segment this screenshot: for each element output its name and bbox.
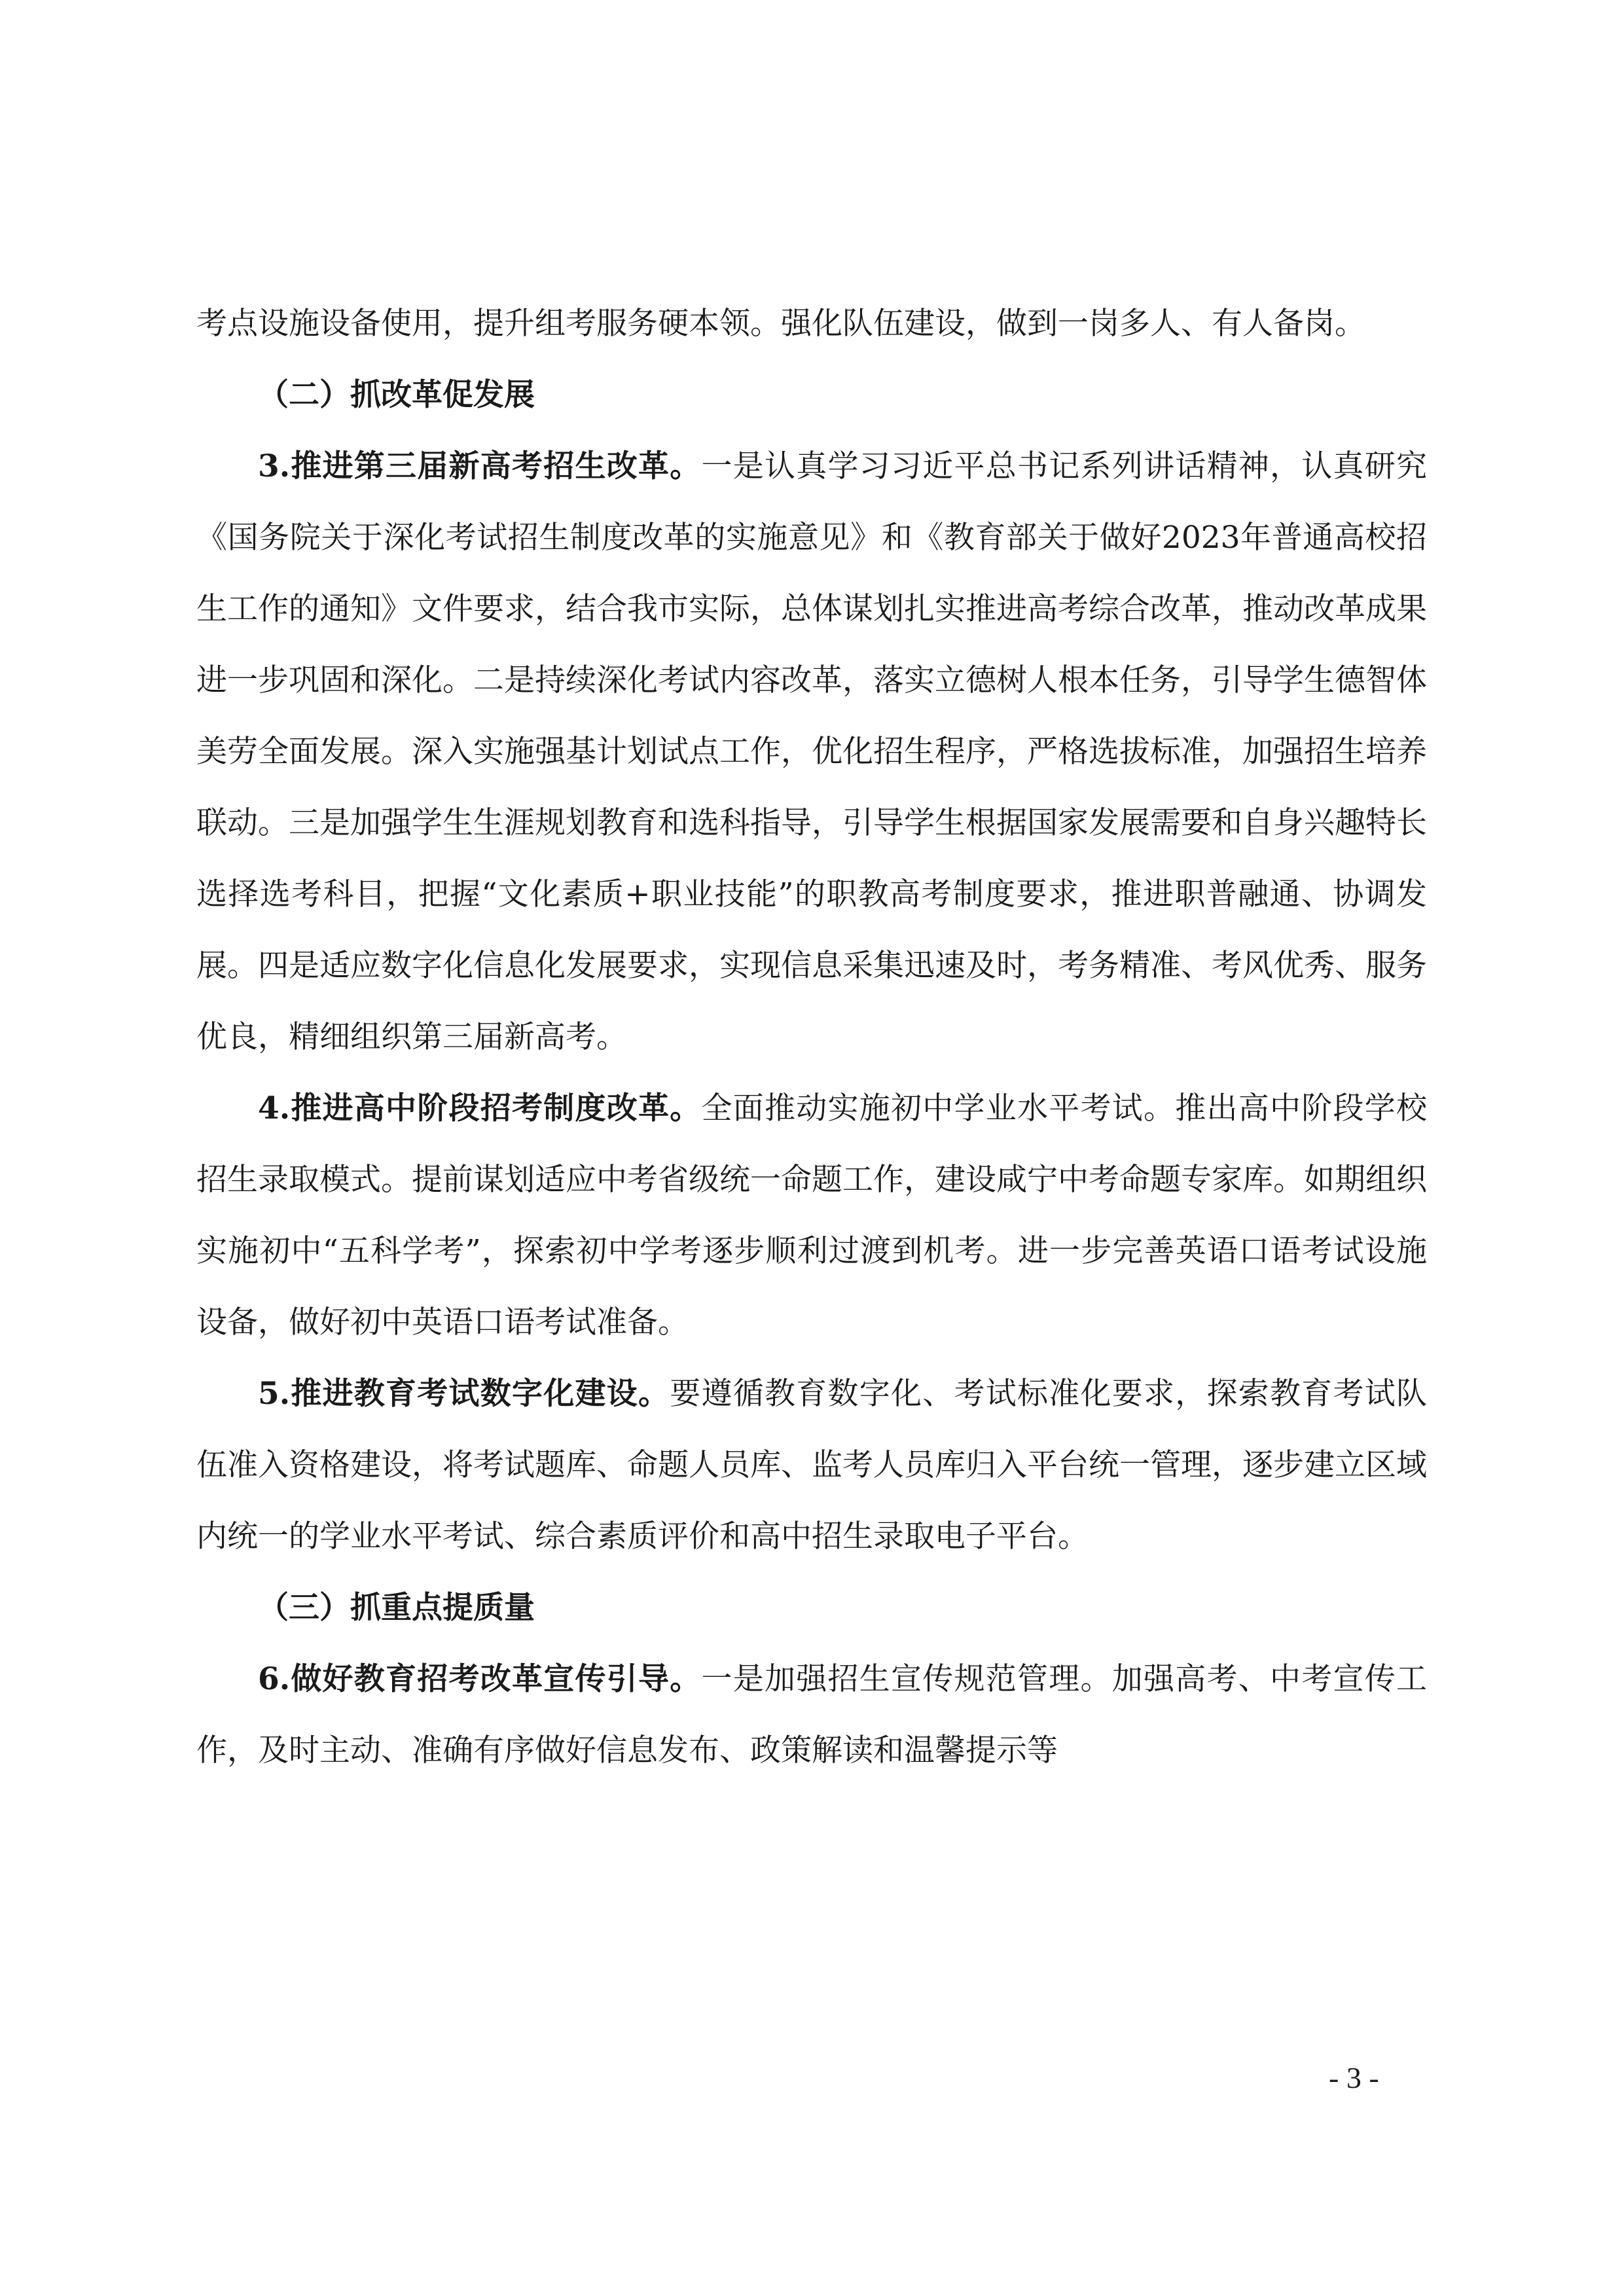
document-body [196, 288, 1427, 1786]
item-5-lead: 5.推进教育考试数字化建设。 [258, 1376, 670, 1412]
item-4-body: 全面推动实施初中学业水平考试。推出高中阶段学校招生录取模式。提前谋划适应中考省级统一命题工作，建设咸宁中考命题专家库。如期组织实施初中“五科学考”，探索初中学考逐步顺利过渡到机考。进一步完善英语口语考试设施设备，做好初中英语口语考试准备。 [196, 1090, 1427, 1340]
paragraph-item-4 [196, 1073, 1427, 1358]
item-5-body: 要遵循教育数字化、考试标准化要求，探索教育考试队伍准入资格建设，将考试题库、命题人员库、监考人员库归入平台统一管理，逐步建立区域内统一的学业水平考试、综合素质评价和高中招生录取电子平台。 [196, 1376, 1427, 1554]
paragraph-continuation: 考点设施设备使用，提升组考服务硬本领。强化队伍建设，做到一岗多人、有人备岗。 [196, 306, 1365, 342]
item-4-lead: 4.推进高中阶段招考制度改革。 [258, 1090, 702, 1126]
section-heading-reform: （二）抓改革促发展 [258, 377, 535, 413]
paragraph-item-6 [196, 1643, 1427, 1786]
item-3-body: 一是认真学习习近平总书记系列讲话精神，认真研究《国务院关于深化考试招生制度改革的实施意见》和《教育部关于做好2023年普通高校招生工作的通知》文件要求，结合我市实际，总体谋划扎实推进高考综合改革，推动改革成果进一步巩固和深化。二是持续深化考试内容改革，落实立德树人根本任务，引导学生德智体美劳全面发展。深入实施强基计划试点工作，优化招生程序，严格选拔标准，加强招生培养联动。三是加强学生生涯规划教育和选科指导，引导学生根据国家发展需要和自身兴趣特长选择选考科目，把握“文化素质+职业技能”的职教高考制度要求，推进职普融通、协调发展。四是适应数字化信息化发展要求，实现信息采集迅速及时，考务精准、考风优秀、服务优良，精细组织第三届新高考。 [196, 448, 1427, 1055]
page-number: - 3 - [1329, 2061, 1379, 2094]
item-6-body: 一是加强招生宣传规范管理。加强高考、中考宣传工作，及时主动、准确有序做好信息发布、政策解读和温馨提示等 [196, 1661, 1427, 1768]
paragraph-item-5 [196, 1358, 1427, 1572]
item-6-lead: 6.做好教育招考改革宣传引导。 [258, 1661, 702, 1697]
item-3-lead: 3.推进第三届新高考招生改革。 [258, 448, 702, 484]
section-heading-quality: （三）抓重点提质量 [258, 1590, 535, 1626]
paragraph-item-3 [196, 431, 1427, 1073]
